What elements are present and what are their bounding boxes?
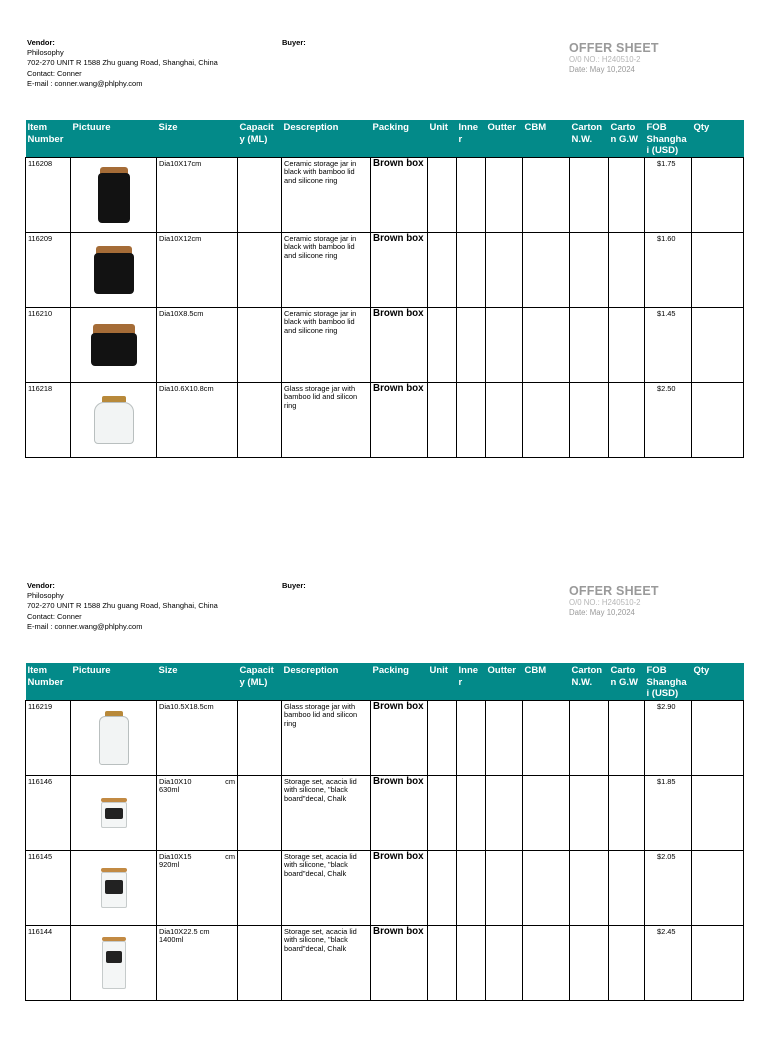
unit-cell: [428, 232, 457, 307]
qty-cell: [692, 157, 744, 232]
col-fob: FOB Shangha i (USD): [645, 120, 692, 157]
item-number: 116145: [26, 850, 71, 925]
offer-sheet-1: [0, 0, 768, 500]
offer-info: [569, 584, 659, 618]
item-number: 116210: [26, 307, 71, 382]
description-cell: Ceramic storage jar in black with bamboo lid and silicone ring: [282, 307, 371, 382]
offer-sheet-title: OFFER SHEET: [569, 41, 659, 55]
buyer-label: Buyer:: [282, 581, 306, 590]
product-picture: [71, 850, 157, 925]
col-picture: Pictuure: [71, 663, 157, 700]
carton-nw-cell: [570, 850, 609, 925]
table-header-row: [26, 663, 744, 700]
capacity-cell: [238, 700, 282, 775]
cbm-cell: [523, 700, 570, 775]
vendor-contact: Contact: Conner: [27, 611, 82, 621]
vendor-name: Philosophy: [27, 48, 64, 58]
size-cell: [157, 775, 238, 850]
carton-nw-cell: [570, 700, 609, 775]
order-number: O/0 NO.: H240510-2: [569, 598, 641, 607]
qty-cell: [692, 850, 744, 925]
col-carton-nw: Carton N.W.: [570, 663, 609, 700]
vendor-email: E-mail : conner.wang@phlphy.com: [27, 621, 143, 631]
carton-gw-cell: [609, 307, 645, 382]
col-capacity: Capacit y (ML): [238, 120, 282, 157]
col-qty: Qty: [692, 120, 744, 157]
col-outter: Outter: [486, 663, 523, 700]
vendor-contact: Contact: Conner: [27, 68, 82, 78]
unit-cell: [428, 850, 457, 925]
col-cbm: CBM: [523, 120, 570, 157]
description-cell: Storage set, acacia lid with silicone, "black board"decal, Chalk: [282, 850, 371, 925]
col-outter: Outter: [486, 120, 523, 157]
col-item-number: Item Number: [26, 663, 71, 700]
inner-cell: [457, 232, 486, 307]
qty-cell: [692, 232, 744, 307]
col-unit: Unit: [428, 120, 457, 157]
fob-price: $1.75: [645, 157, 692, 232]
col-picture: Pictuure: [71, 120, 157, 157]
outter-cell: [486, 382, 523, 457]
size-dimensions: Dia10X15: [159, 851, 192, 861]
size-unit: cm: [225, 851, 235, 861]
carton-gw-cell: [609, 775, 645, 850]
carton-gw-cell: [609, 850, 645, 925]
item-number: 116208: [26, 157, 71, 232]
col-inner: Inne r: [457, 663, 486, 700]
fob-price: $2.05: [645, 850, 692, 925]
outter-cell: [486, 925, 523, 1000]
col-size: Size: [157, 120, 238, 157]
packing-cell: Brown box: [371, 700, 428, 775]
capacity-cell: [238, 382, 282, 457]
carton-gw-cell: [609, 157, 645, 232]
vendor-name: Philosophy: [27, 591, 64, 601]
product-picture: [71, 925, 157, 1000]
carton-nw-cell: [570, 382, 609, 457]
size-cell: Dia10X22.5 cm 1400ml: [157, 925, 238, 1000]
packing-cell: Brown box: [371, 850, 428, 925]
carton-gw-cell: [609, 925, 645, 1000]
col-capacity: Capacit y (ML): [238, 663, 282, 700]
col-packing: Packing: [371, 120, 428, 157]
item-number: 116209: [26, 232, 71, 307]
table-row: [26, 775, 744, 850]
size-unit: cm: [225, 776, 235, 786]
black-ceramic-jar-medium: [94, 246, 134, 294]
cbm-cell: [523, 307, 570, 382]
black-ceramic-jar-tall: [98, 167, 130, 223]
unit-cell: [428, 925, 457, 1000]
description-cell: Ceramic storage jar in black with bamboo lid and silicone ring: [282, 232, 371, 307]
carton-nw-cell: [570, 775, 609, 850]
packing-cell: Brown box: [371, 232, 428, 307]
cbm-cell: [523, 382, 570, 457]
inner-cell: [457, 775, 486, 850]
qty-cell: [692, 382, 744, 457]
unit-cell: [428, 307, 457, 382]
col-carton-nw: Carton N.W.: [570, 120, 609, 157]
cbm-cell: [523, 775, 570, 850]
product-table: [25, 120, 744, 458]
table-row: [26, 232, 744, 307]
size-dimensions: Dia10X10: [159, 776, 192, 786]
description-cell: Storage set, acacia lid with silicone, "black board"decal, Chalk: [282, 775, 371, 850]
qty-cell: [692, 925, 744, 1000]
carton-nw-cell: [570, 232, 609, 307]
vendor-info: [27, 581, 218, 632]
buyer-label: Buyer:: [282, 38, 306, 47]
col-carton-gw: Carto n G.W: [609, 120, 645, 157]
inner-cell: [457, 700, 486, 775]
product-picture: [71, 157, 157, 232]
size-volume: 920ml: [159, 860, 180, 870]
size-volume: 630ml: [159, 785, 180, 795]
table-row: [26, 382, 744, 457]
size-cell: Dia10X12cm: [157, 232, 238, 307]
vendor-address: 702-270 UNIT R 1588 Zhu guang Road, Shanghai, China: [27, 58, 218, 68]
col-description: Descreption: [282, 663, 371, 700]
carton-gw-cell: [609, 700, 645, 775]
capacity-cell: [238, 157, 282, 232]
item-number: 116146: [26, 775, 71, 850]
cbm-cell: [523, 232, 570, 307]
col-description: Descreption: [282, 120, 371, 157]
table-row: [26, 700, 744, 775]
table-header-row: [26, 120, 744, 157]
cbm-cell: [523, 850, 570, 925]
fob-price: $1.85: [645, 775, 692, 850]
col-item-number: Item Number: [26, 120, 71, 157]
inner-cell: [457, 157, 486, 232]
offer-info: [569, 41, 659, 75]
offer-date: Date: May 10,2024: [569, 608, 635, 617]
order-number: O/0 NO.: H240510-2: [569, 55, 641, 64]
storage-set-jar-tall: [102, 937, 126, 989]
item-number: 116144: [26, 925, 71, 1000]
packing-cell: Brown box: [371, 382, 428, 457]
vendor-info: [27, 38, 218, 89]
vendor-address: 702-270 UNIT R 1588 Zhu guang Road, Shanghai, China: [27, 601, 218, 611]
capacity-cell: [238, 307, 282, 382]
qty-cell: [692, 775, 744, 850]
capacity-cell: [238, 232, 282, 307]
description-cell: Glass storage jar with bamboo lid and silicon ring: [282, 382, 371, 457]
unit-cell: [428, 382, 457, 457]
table-row: [26, 157, 744, 232]
inner-cell: [457, 850, 486, 925]
packing-cell: Brown box: [371, 307, 428, 382]
outter-cell: [486, 700, 523, 775]
item-number: 116218: [26, 382, 71, 457]
product-picture: [71, 307, 157, 382]
product-picture: [71, 775, 157, 850]
carton-nw-cell: [570, 925, 609, 1000]
outter-cell: [486, 850, 523, 925]
product-table: [25, 663, 744, 1001]
carton-nw-cell: [570, 157, 609, 232]
size-cell: Dia10X8.5cm: [157, 307, 238, 382]
unit-cell: [428, 157, 457, 232]
col-inner: Inne r: [457, 120, 486, 157]
fob-price: $2.90: [645, 700, 692, 775]
offer-sheet-title: OFFER SHEET: [569, 584, 659, 598]
black-ceramic-jar-short: [91, 324, 137, 366]
size-cell: [157, 850, 238, 925]
description-cell: Storage set, acacia lid with silicone, "black board"decal, Chalk: [282, 925, 371, 1000]
col-size: Size: [157, 663, 238, 700]
qty-cell: [692, 700, 744, 775]
storage-set-jar-medium: [101, 868, 127, 908]
offer-date: Date: May 10,2024: [569, 65, 635, 74]
fob-price: $1.45: [645, 307, 692, 382]
col-carton-gw: Carto n G.W: [609, 663, 645, 700]
vendor-email: E-mail : conner.wang@phlphy.com: [27, 78, 143, 88]
outter-cell: [486, 232, 523, 307]
table-row: [26, 850, 744, 925]
qty-cell: [692, 307, 744, 382]
col-fob: FOB Shangha i (USD): [645, 663, 692, 700]
size-cell: Dia10.5X18.5cm: [157, 700, 238, 775]
capacity-cell: [238, 925, 282, 1000]
fob-price: $2.45: [645, 925, 692, 1000]
packing-cell: Brown box: [371, 925, 428, 1000]
inner-cell: [457, 382, 486, 457]
unit-cell: [428, 700, 457, 775]
fob-price: $1.60: [645, 232, 692, 307]
inner-cell: [457, 925, 486, 1000]
cbm-cell: [523, 157, 570, 232]
inner-cell: [457, 307, 486, 382]
fob-price: $2.50: [645, 382, 692, 457]
carton-gw-cell: [609, 382, 645, 457]
product-picture: [71, 382, 157, 457]
col-qty: Qty: [692, 663, 744, 700]
packing-cell: Brown box: [371, 157, 428, 232]
outter-cell: [486, 157, 523, 232]
outter-cell: [486, 307, 523, 382]
vendor-label: Vendor:: [27, 581, 55, 590]
cbm-cell: [523, 925, 570, 1000]
vendor-label: Vendor:: [27, 38, 55, 47]
size-cell: Dia10X17cm: [157, 157, 238, 232]
col-cbm: CBM: [523, 663, 570, 700]
glass-jar-tall: [99, 711, 129, 765]
description-cell: Ceramic storage jar in black with bamboo lid and silicone ring: [282, 157, 371, 232]
glass-jar-round: [94, 396, 134, 444]
outter-cell: [486, 775, 523, 850]
item-number: 116219: [26, 700, 71, 775]
table-row: [26, 925, 744, 1000]
product-picture: [71, 700, 157, 775]
unit-cell: [428, 775, 457, 850]
storage-set-jar-short: [101, 798, 127, 828]
col-packing: Packing: [371, 663, 428, 700]
carton-gw-cell: [609, 232, 645, 307]
capacity-cell: [238, 850, 282, 925]
col-unit: Unit: [428, 663, 457, 700]
product-picture: [71, 232, 157, 307]
packing-cell: Brown box: [371, 775, 428, 850]
size-cell: Dia10.6X10.8cm: [157, 382, 238, 457]
table-row: [26, 307, 744, 382]
description-cell: Glass storage jar with bamboo lid and silicon ring: [282, 700, 371, 775]
offer-sheet-2: [0, 543, 768, 1043]
capacity-cell: [238, 775, 282, 850]
carton-nw-cell: [570, 307, 609, 382]
